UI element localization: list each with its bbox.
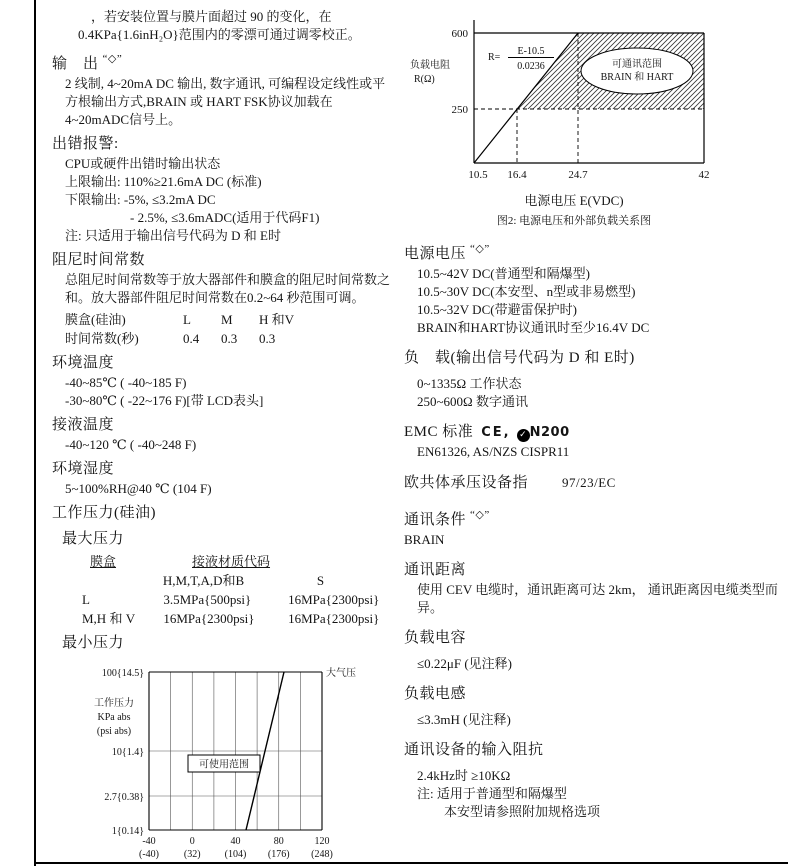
supply-voltage-line: 10.5~30V DC(本安型、n型或非易燃型) — [417, 284, 636, 299]
supply-voltage-heading-row — [404, 239, 786, 265]
emc-standards-line: EN61326, AS/NZS CISPR11 — [417, 444, 570, 459]
supply-voltage-line: BRAIN和HART协议通讯时至少16.4V DC — [417, 320, 650, 335]
empty-cell — [68, 571, 163, 590]
load-line: 250~600Ω 数字通讯 — [417, 394, 528, 409]
output-heading-row — [52, 49, 394, 75]
time-constant-label: 时间常数(秒) — [65, 331, 139, 346]
min-pressure-chart-block — [54, 658, 394, 862]
svg-text:(32): (32) — [183, 849, 201, 860]
damping-table-row — [65, 329, 394, 348]
page-bottom-border — [34, 862, 788, 864]
svg-text:80: 80 — [273, 836, 284, 847]
load-formula — [488, 46, 554, 72]
error-alarm-note: 注: 只适用于输出信号代码为 D 和 E时 — [65, 228, 281, 243]
svg-text:0: 0 — [189, 836, 195, 847]
svg-text:(104): (104) — [224, 849, 247, 860]
y-axis-labels — [410, 28, 469, 116]
pressure-cell: 3.5MPa{500psi} — [163, 592, 252, 607]
grid-lines — [149, 672, 322, 830]
supply-voltage-line: 10.5~42V DC(普通型和隔爆型) — [417, 266, 590, 281]
chart-x-axis-title: 电源电压 E(VDC) — [524, 193, 624, 208]
humidity-heading: 环境湿度 — [52, 461, 115, 477]
usable-range-label: 可使用范围 — [199, 759, 249, 771]
error-alarm-line: 下限输出: -5%, ≤3.2mA DC — [65, 192, 216, 207]
damping-description: 总阻尼时间常数等于放大器部件和膜盒的阻尼时间常数之和。放大器部件阻尼时间常数在0.2~64 秒范围可调。 — [65, 272, 391, 305]
capsule-col: H 和V — [259, 312, 295, 327]
comm-distance-heading: 通讯距离 — [404, 562, 467, 578]
load-capacitance-heading: 负载电容 — [404, 630, 467, 646]
material-group-cell: H,M,T,A,D和B — [162, 573, 245, 588]
svg-text:负载电阻: 负载电阻 — [410, 60, 450, 71]
ambient-temp-line: -30~80℃ ( -22~176 F)[带 LCD表头] — [65, 393, 264, 408]
max-pressure-header-row — [68, 552, 394, 571]
min-pressure-chart — [54, 658, 374, 862]
atmosphere-label: 大气压 — [326, 668, 356, 679]
svg-text:E-10.5: E-10.5 — [517, 46, 545, 57]
svg-text:10.5: 10.5 — [468, 169, 488, 181]
max-pressure-subheader-row — [68, 571, 394, 590]
error-alarm-line: - 2.5%, ≤3.6mADC(适用于代码F1) — [130, 210, 320, 225]
load-capacitance-line: ≤0.22μF (见注释) — [417, 656, 512, 671]
svg-text:R(Ω): R(Ω) — [414, 74, 435, 85]
svg-text:(-40): (-40) — [139, 849, 159, 860]
humidity-line: 5~100%RH@40 ℃ (104 F) — [65, 481, 212, 496]
right-column — [404, 8, 786, 821]
svg-text:100{14.5}: 100{14.5} — [101, 668, 144, 679]
comm-range-callout — [581, 48, 693, 94]
svg-text:0.0236: 0.0236 — [517, 61, 545, 72]
pressure-cell: 16MPa{2300psi} — [288, 592, 380, 607]
y-axis-labels — [94, 668, 144, 837]
diamond-note-mark: “◇” — [470, 509, 490, 521]
ambient-temp-heading: 环境温度 — [52, 355, 115, 371]
emc-heading: EMC 标准 — [404, 424, 474, 440]
capsule-col: L — [183, 312, 191, 327]
wetted-temp-heading: 接液温度 — [52, 417, 115, 433]
supply-voltage-heading: 电源电压 — [404, 246, 467, 262]
wetted-temp-line: -40~120 ℃ ( -40~248 F) — [65, 437, 197, 452]
time-constant-value: 0.3 — [259, 331, 276, 346]
material-group-cell: S — [316, 573, 325, 588]
input-impedance-line: 2.4kHz时 ≥10KΩ — [417, 768, 511, 783]
capsule-cell: L — [82, 592, 90, 607]
svg-text:(psi abs): (psi abs) — [96, 726, 132, 737]
input-impedance-heading: 通讯设备的输入阻抗 — [404, 742, 544, 758]
input-impedance-note: 本安型请参照附加规格选项 — [444, 804, 601, 819]
svg-text:24.7: 24.7 — [568, 169, 588, 181]
svg-text:2.7{0.38}: 2.7{0.38} — [104, 792, 144, 803]
svg-text:250: 250 — [451, 104, 468, 116]
ped-directive-number: 97/23/EC — [562, 475, 616, 490]
comm-range-label: BRAIN 和 HART — [600, 72, 674, 83]
comm-range-label: 可通讯范围 — [612, 59, 662, 70]
svg-text:42: 42 — [698, 169, 710, 181]
material-column-header: 接液材质代码 — [192, 554, 271, 569]
diamond-note-mark: “◇” — [470, 243, 490, 255]
comm-protocol-line: BRAIN — [404, 532, 445, 547]
emc-heading-row — [404, 422, 786, 443]
supply-voltage-line: 10.5~32V DC(带避雷保护时) — [417, 302, 577, 317]
load-inductance-heading: 负载电感 — [404, 686, 467, 702]
diamond-note-mark: “◇” — [102, 53, 123, 65]
ped-heading: 欧共体承压设备指 — [404, 475, 529, 491]
c-tick-number: N200 — [529, 425, 570, 440]
load-heading: 负 载(输出信号代码为 D 和 E时) — [404, 350, 635, 366]
capsule-column-header: 膜盒 — [90, 554, 117, 569]
pressure-cell: 16MPa{2300psi} — [288, 611, 380, 626]
c-tick-check: ✓ — [519, 430, 528, 440]
svg-text:600: 600 — [451, 28, 468, 40]
svg-text:KPa abs: KPa abs — [97, 712, 131, 723]
svg-text:10{1.4}: 10{1.4} — [111, 747, 144, 758]
output-heading: 输 出 — [52, 56, 99, 72]
svg-text:工作压力: 工作压力 — [94, 698, 134, 709]
svg-text:(176): (176) — [267, 849, 290, 860]
zero-adjust-note: ，若安装位置与膜片面超过 90 的变化，在 0.4KPa{1.6inH₂O}范围内的零漂可通过调零校正。 — [78, 9, 361, 42]
page-left-border — [34, 0, 36, 866]
x-axis-labels — [139, 836, 333, 860]
capsule-label: 膜盒(硅油) — [65, 312, 126, 327]
time-constant-value: 0.4 — [183, 331, 200, 346]
comm-condition-heading: 通讯条件 — [404, 512, 467, 528]
min-pressure-heading: 最小压力 — [62, 635, 125, 651]
pressure-cell: 16MPa{2300psi} — [163, 611, 255, 626]
max-pressure-heading: 最大压力 — [62, 531, 125, 547]
damping-table — [52, 310, 394, 348]
ped-heading-row — [404, 472, 786, 494]
c-tick-icon — [517, 429, 530, 442]
capsule-col: M — [221, 312, 233, 327]
svg-text:1{0.14}: 1{0.14} — [111, 826, 144, 837]
time-constant-value: 0.3 — [221, 331, 238, 346]
error-alarm-line: 上限输出: 110%≥21.6mA DC (标准) — [65, 174, 262, 189]
load-inductance-line: ≤3.3mH (见注释) — [417, 712, 511, 727]
svg-text:120: 120 — [314, 836, 330, 847]
left-column — [52, 8, 394, 862]
x-axis-labels — [468, 169, 709, 181]
load-line: 0~1335Ω 工作状态 — [417, 376, 522, 391]
figure-2-caption: 图2: 电源电压和外部负载关系图 — [496, 215, 652, 227]
damping-heading: 阻尼时间常数 — [52, 252, 146, 268]
capsule-cell: M,H 和 V — [82, 611, 136, 626]
max-pressure-row — [68, 609, 394, 628]
error-alarm-line: CPU或硬件出错时输出状态 — [65, 156, 221, 171]
svg-text:16.4: 16.4 — [507, 169, 527, 181]
error-alarm-heading: 出错报警: — [52, 136, 119, 152]
svg-text:(248): (248) — [311, 849, 333, 860]
max-pressure-row — [68, 590, 394, 609]
max-pressure-table — [52, 552, 394, 628]
svg-text:-40: -40 — [142, 836, 156, 847]
svg-text:40: 40 — [230, 836, 241, 847]
ce-mark: CE, — [481, 425, 511, 440]
svg-text:R=: R= — [488, 52, 501, 63]
comm-condition-heading-row — [404, 505, 786, 531]
ambient-temp-line: -40~85℃ ( -40~185 F) — [65, 375, 187, 390]
input-impedance-note: 注: 适用于普通型和隔爆型 — [417, 786, 567, 801]
output-description: 2 线制, 4~20mA DC 输出, 数字通讯, 可编程设定线性或平方根输出方式,BRAIN 或 HART FSK协议加载在 4~20mADC信号上。 — [65, 76, 386, 127]
damping-table-row — [65, 310, 394, 329]
comm-distance-description: 使用 CEV 电缆时，通讯距离可达 2km， 通讯距离因电缆类型而异。 — [417, 582, 778, 615]
working-pressure-heading: 工作压力(硅油) — [52, 505, 156, 521]
supply-load-chart — [404, 8, 744, 186]
